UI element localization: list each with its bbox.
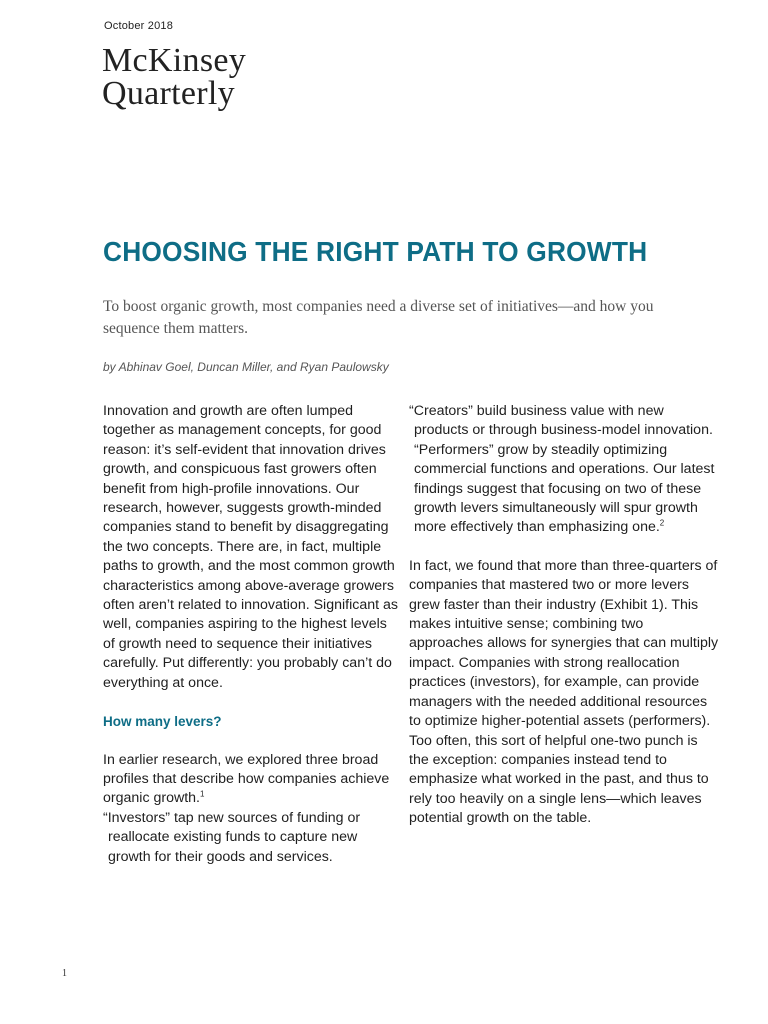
left-column bbox=[103, 402, 401, 867]
body-paragraph bbox=[103, 751, 401, 809]
body-paragraph bbox=[409, 402, 719, 538]
body-paragraph: Innovation and growth are often lumped together as management concepts, for good reason: it’s self-evident that innovation drives growth, and conspicuous fast growers often benefit from high-profile innovations. Our research, however, suggests growth-minded companies stand to benefit by disaggregating the two concepts. There are, in fact, multiple paths to growth, and the most common growth characteristics among above-average growers often aren’t related to innovation. Significant as well, companies aspiring to the highest levels of growth need to sequence their initiatives carefully. Put differently: you probably can’t do everything at once. bbox=[103, 403, 398, 691]
footnote-marker[interactable]: 1 bbox=[200, 789, 205, 799]
body-paragraph-text: “Creators” build business value with new products or through business-model innovation. “Performers” grow by steadily optimizing commercial functions and operations. Our latest findings suggest that focusing on two of these growth levers simultaneously will spur growth more effectively than emphasizing one. bbox=[409, 403, 715, 536]
logo-line-2: Quarterly bbox=[102, 75, 235, 112]
footnote-marker[interactable]: 2 bbox=[659, 518, 665, 528]
issue-date: October 2018 bbox=[104, 20, 174, 32]
article-dek: To boost organic growth, most companies need a diverse set of initiatives—and how you sequence them matters. bbox=[103, 298, 654, 337]
publication-logo bbox=[102, 44, 246, 110]
right-column bbox=[409, 402, 719, 829]
body-paragraph-text: In earlier research, we explored three broad profiles that describe how companies achieve organic growth. bbox=[103, 751, 390, 807]
section-subhead: How many levers? bbox=[103, 714, 222, 730]
body-paragraph: In fact, we found that more than three-quarters of companies that mastered two or more levers grew faster than their industry (Exhibit 1). This makes intuitive sense; combining two approaches allows for synergies that can multiply impact. Companies with strong reallocation practices (investors), for example, can provide managers with the needed additional resources to optimize higher-potential assets (performers). Too often, this sort of helpful one-two punch is the exception: companies instead tend to emphasize what worked in the past, and thus to rely too heavily on a single lens—which leaves potential growth on the table. bbox=[409, 557, 719, 827]
body-paragraph: “Investors” tap new sources of funding or reallocate existing funds to capture new growth for their goods and services. bbox=[103, 809, 361, 865]
logo-line-1: McKinsey bbox=[102, 42, 247, 79]
article-title: CHOOSING THE RIGHT PATH TO GROWTH bbox=[103, 236, 648, 267]
page-number: 1 bbox=[62, 968, 67, 979]
article-byline: by Abhinav Goel, Duncan Miller, and Ryan Paulowsky bbox=[103, 360, 389, 374]
